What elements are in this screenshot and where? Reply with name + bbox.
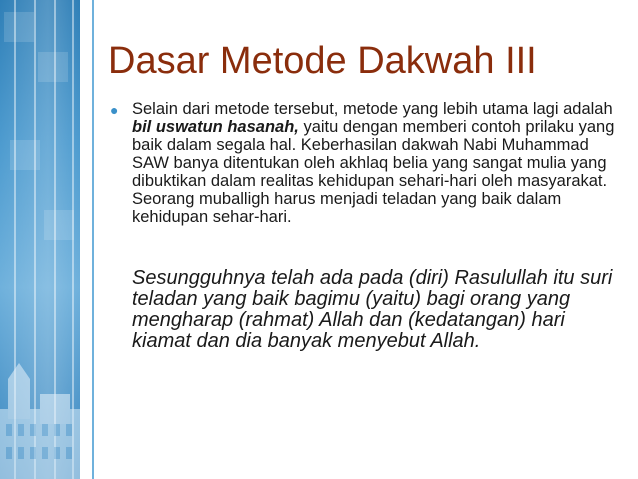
bullet-icon: ● [110,102,119,118]
decorative-sidebar [0,0,80,479]
slide-body [110,100,625,352]
bullet-paragraph [132,100,625,226]
paragraph-text-end: yaitu dengan memberi contoh prilaku yang baik dalam segala hal. Keberhasilan dakwah Nabi Muhammad SAW banya ditentukan oleh akhlaq belia yang sangat mulia yang dibuktikan dalam realitas kehidupan sehari-hari oleh masyarakat. Seorang muballigh harus menjadi teladan yang baik dalam kehidupan sehar-hari. [132,118,615,226]
paragraph-text-start: Selain dari metode tersebut, metode yang lebih utama lagi adalah [132,100,613,118]
bullet-point [110,100,625,226]
slide-title: Dasar Metode Dakwah III [108,40,537,82]
emphasis-text: bil uswatun hasanah, [132,118,299,136]
decorative-divider [92,0,94,479]
quote-text: Sesungguhnya telah ada pada (diri) Rasulullah itu suri teladan yang baik bagimu (yaitu) bagi orang yang mengharap (rahmat) Allah dan (kedatangan) hari kiamat dan dia banyak menyebut Allah. [132,267,613,352]
building-silhouette-icon [0,349,80,479]
